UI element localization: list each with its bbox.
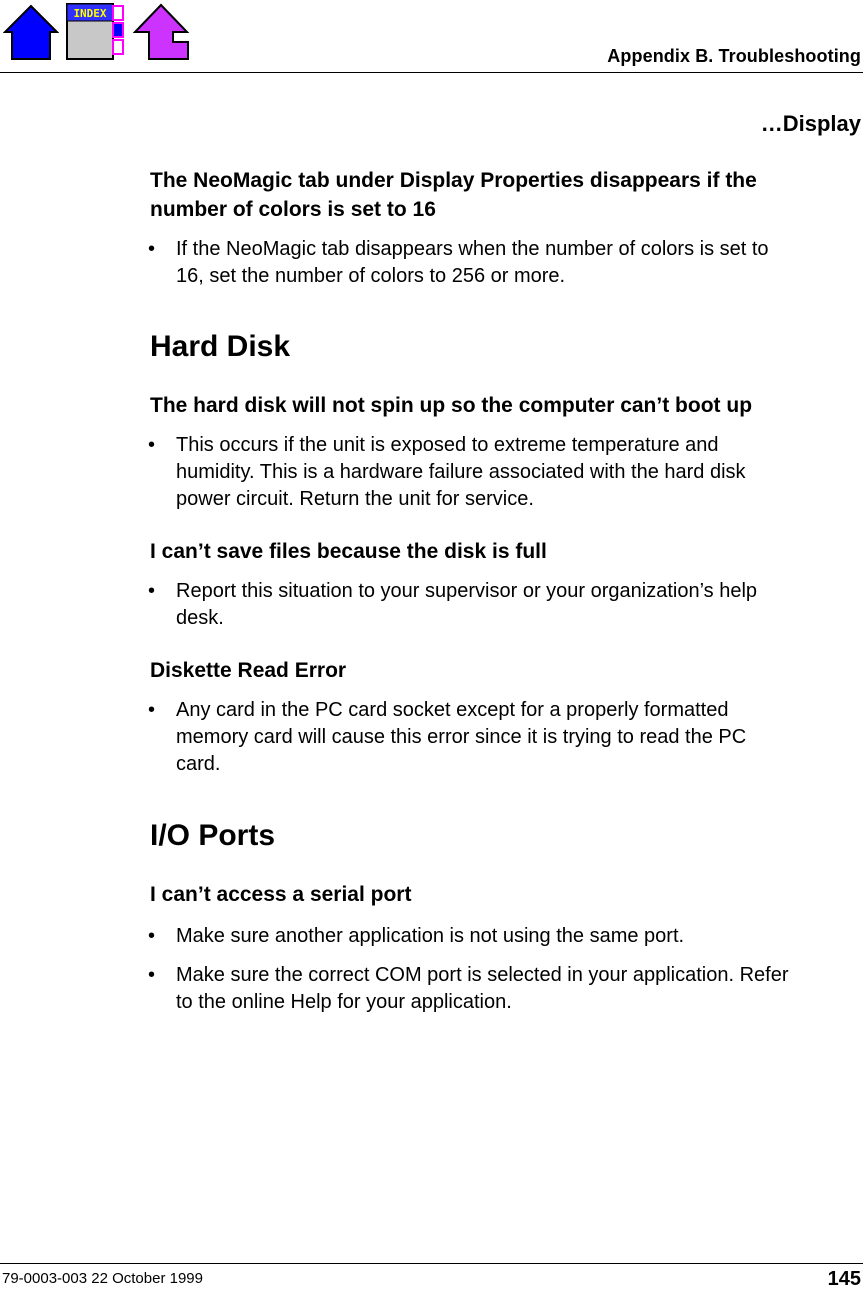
section-continued-label: …Display [760,111,861,136]
header-divider [0,72,863,73]
bullet-symbol: • [148,699,156,721]
bullet-item [148,432,862,513]
bullet-text: desk. [176,607,224,629]
bullet-text: humidity. This is a hardware failure associated with the hard disk [176,461,746,483]
bullet-text: to the online Help for your application. [176,991,512,1013]
nav-toolbar [3,2,193,62]
bullet-item [148,923,862,950]
heading-line: number of colors is set to 16 [150,198,436,221]
bullet-text: Make sure the correct COM port is selected in your application. Refer [176,964,789,986]
bullet-item [148,962,862,1016]
bullet-text: power circuit. Return the unit for service. [176,488,534,510]
main-content [150,166,862,1016]
back-button[interactable] [131,2,191,62]
section-title-io-ports: I/O Ports [150,819,276,852]
back-arrow-icon [131,2,191,62]
bullet-item [148,697,862,778]
footer-divider [0,1263,863,1264]
bullet-symbol: • [148,580,156,602]
bullet-symbol: • [148,925,156,947]
index-icon [65,2,127,62]
index-button[interactable] [65,2,127,62]
bullet-symbol: • [148,434,156,456]
chapter-header: Appendix B. Troubleshooting [607,46,861,66]
home-icon [3,2,59,62]
bullet-text: Any card in the PC card socket except for a properly formatted [176,699,729,721]
bullet-text: If the NeoMagic tab disappears when the number of colors is set to [176,238,769,260]
bullet-text: 16, set the number of colors to 256 or more. [176,265,566,287]
bullet-text: memory card will cause this error since it is trying to read the PC [176,726,747,748]
footer-doc-info: 79-0003-003 22 October 1999 [2,1270,203,1287]
heading-line: The NeoMagic tab under Display Properties disappears if the [150,169,757,192]
subheading-serial-port: I can’t access a serial port [150,883,412,906]
bullet-item [148,236,862,290]
bullet-text: Make sure another application is not using the same port. [176,925,685,947]
bullet-symbol: • [148,238,156,260]
index-label: INDEX [73,7,107,20]
bullet-text: Report this situation to your supervisor or your organization’s help [176,580,758,602]
bullet-text: card. [176,753,221,775]
section-title-hard-disk: Hard Disk [150,330,291,363]
bullet-text: This occurs if the unit is exposed to extreme temperature and [176,434,719,456]
page-number: 145 [827,1268,861,1290]
home-button[interactable] [3,2,59,62]
bullet-symbol: • [148,964,156,986]
bullet-item [148,578,862,632]
subheading-hard-disk-spin: The hard disk will not spin up so the computer can’t boot up [150,394,753,417]
subheading-diskette-error: Diskette Read Error [150,659,347,682]
subheading-disk-full: I can’t save files because the disk is full [150,540,547,563]
subheading-neomagic [150,166,862,224]
